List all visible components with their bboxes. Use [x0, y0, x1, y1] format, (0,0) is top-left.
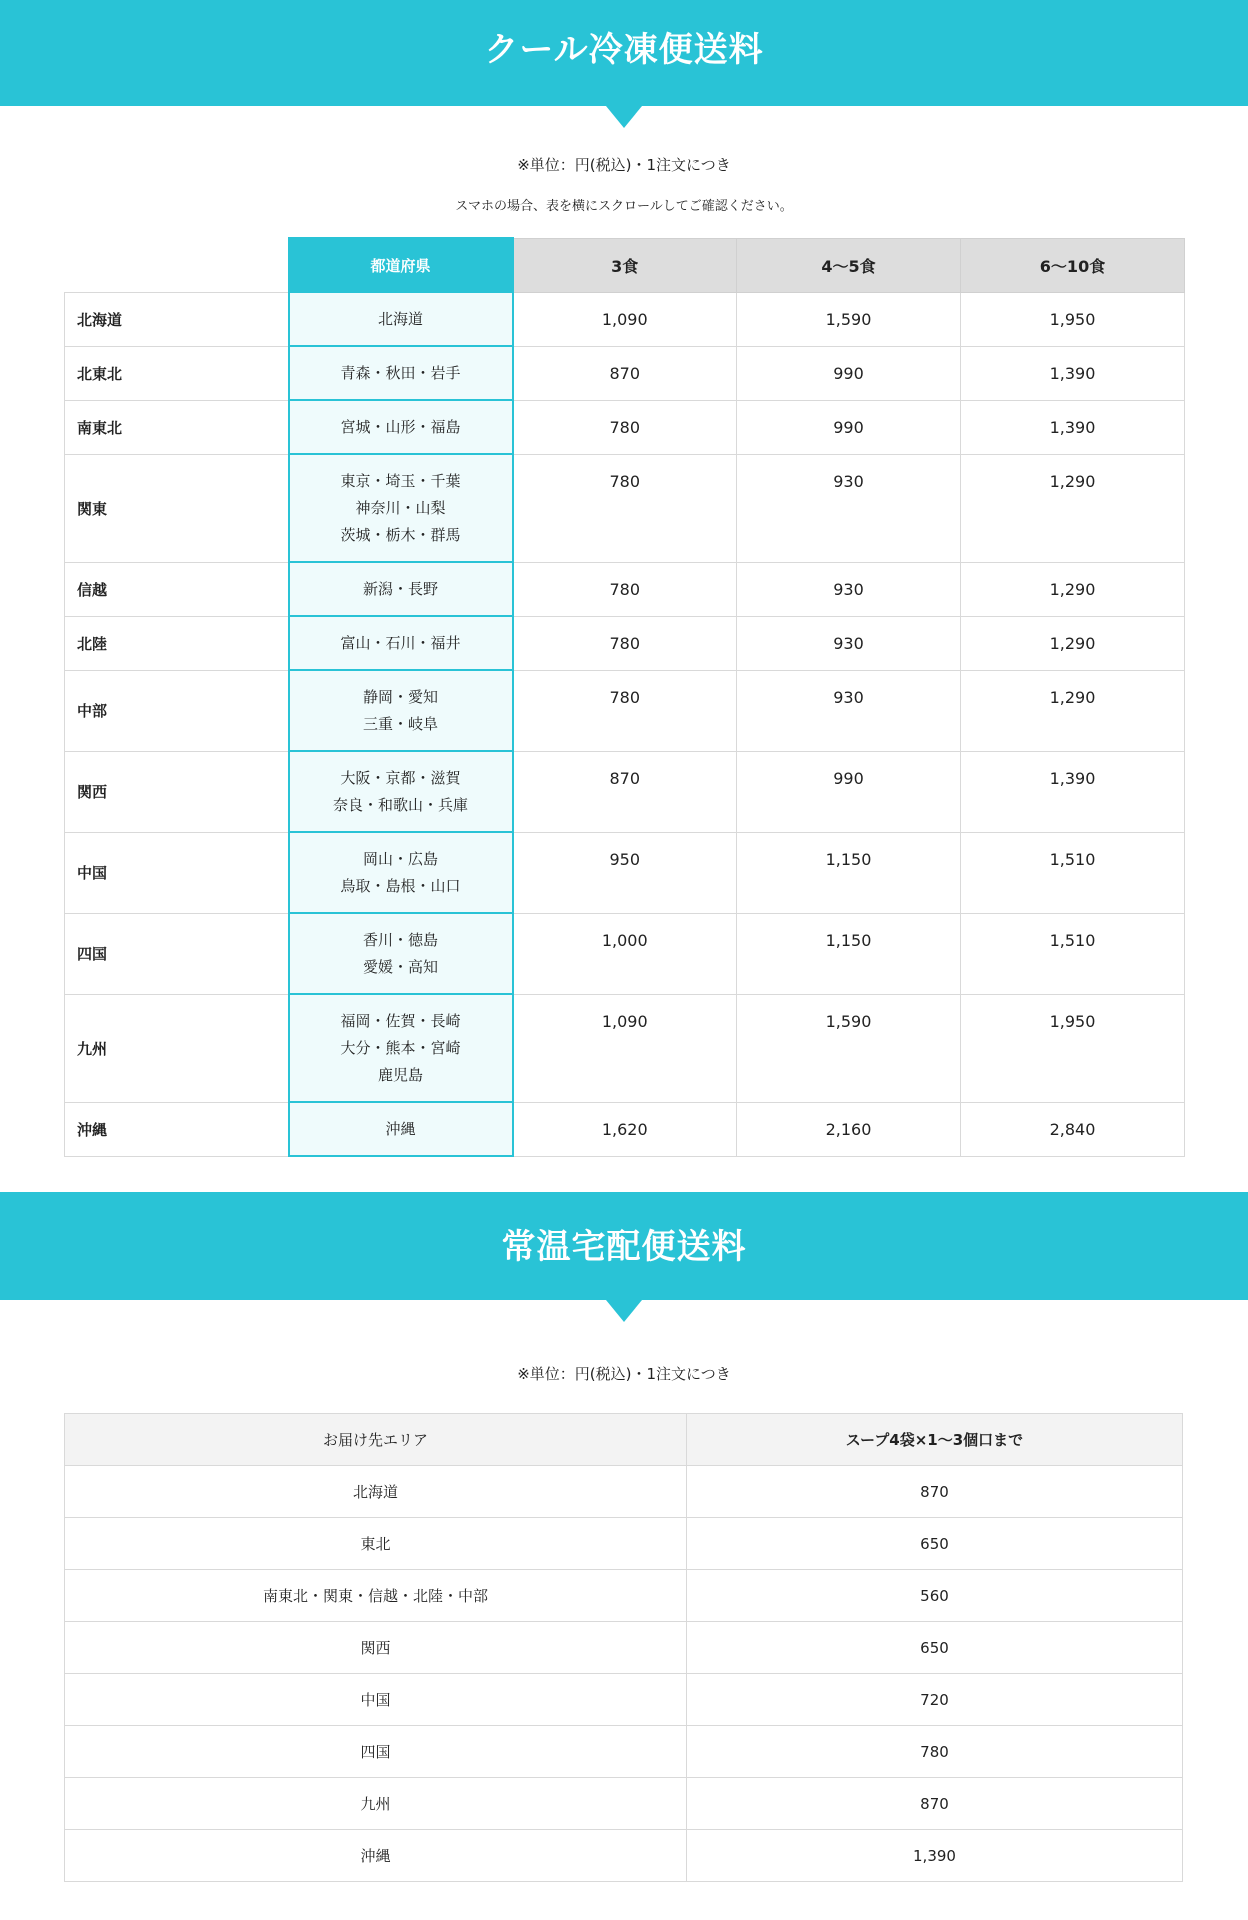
- prefecture-cell: [289, 562, 513, 616]
- prefecture-line: 大阪・京都・滋賀: [340, 768, 461, 787]
- region-name: 中部: [65, 670, 289, 751]
- price-cell: 1,000: [513, 913, 737, 994]
- normal-table-row: [65, 1674, 1183, 1726]
- price-cell: 1,590: [737, 994, 961, 1102]
- prefecture-line: 神奈川・山梨: [355, 498, 446, 517]
- price-cell: 1,390: [961, 346, 1185, 400]
- prefecture-line: 大分・熊本・宮崎: [340, 1038, 461, 1057]
- prefecture-cell: [289, 1102, 513, 1156]
- cool-table-row: [65, 1102, 1185, 1156]
- price-cell: 1,390: [961, 400, 1185, 454]
- price-cell: 930: [737, 454, 961, 562]
- price-cell: 1,390: [687, 1830, 1183, 1882]
- price-cell: 1,090: [513, 292, 737, 346]
- normal-header-price: スープ4袋×1〜3個口まで: [687, 1414, 1183, 1466]
- cool-header-prefecture: 都道府県: [289, 238, 513, 292]
- area-cell: 四国: [65, 1726, 687, 1778]
- price-cell: 1,290: [961, 670, 1185, 751]
- price-cell: 1,390: [961, 751, 1185, 832]
- region-name: 南東北: [65, 400, 289, 454]
- cool-table-row: [65, 292, 1185, 346]
- region-name: 北東北: [65, 346, 289, 400]
- price-cell: 1,510: [961, 913, 1185, 994]
- prefecture-line: 鹿児島: [377, 1065, 423, 1084]
- price-cell: 990: [737, 400, 961, 454]
- prefecture-cell: [289, 670, 513, 751]
- price-cell: 1,950: [961, 994, 1185, 1102]
- prefecture-line: 岡山・広島: [362, 849, 438, 868]
- cool-table-row: [65, 454, 1185, 562]
- cool-shipping-banner: [0, 0, 1248, 106]
- normal-table-row: [65, 1518, 1183, 1570]
- banner-arrow-icon: [606, 106, 642, 128]
- price-cell: 1,290: [961, 562, 1185, 616]
- price-cell: 780: [513, 562, 737, 616]
- region-name: 沖縄: [65, 1102, 289, 1156]
- cool-unit-note: ※単位：円(税込)・1注文につき: [517, 156, 731, 174]
- prefecture-cell: [289, 346, 513, 400]
- price-cell: 560: [687, 1570, 1183, 1622]
- price-cell: 780: [513, 400, 737, 454]
- price-cell: 2,840: [961, 1102, 1185, 1156]
- cool-shipping-title: クール冷凍便送料: [484, 30, 764, 70]
- price-cell: 780: [513, 616, 737, 670]
- price-cell: 1,510: [961, 832, 1185, 913]
- prefecture-line: 宮城・山形・福島: [340, 417, 461, 436]
- price-cell: 780: [513, 454, 737, 562]
- prefecture-line: 富山・石川・福井: [340, 633, 461, 652]
- prefecture-cell: [289, 751, 513, 832]
- prefecture-cell: [289, 292, 513, 346]
- price-cell: 720: [687, 1674, 1183, 1726]
- price-cell: 930: [737, 562, 961, 616]
- cool-header-empty: [65, 238, 289, 292]
- cool-table-row: [65, 562, 1185, 616]
- cool-table-row: [65, 400, 1185, 454]
- normal-table-row: [65, 1726, 1183, 1778]
- normal-table-row: [65, 1778, 1183, 1830]
- prefecture-line: 三重・岐阜: [362, 714, 438, 733]
- cool-scroll-note: スマホの場合、表を横にスクロールしてご確認ください。: [455, 199, 793, 214]
- cool-header-4-5: 4〜5食: [737, 238, 961, 292]
- price-cell: 1,290: [961, 454, 1185, 562]
- cool-table-row: [65, 994, 1185, 1102]
- region-name: 北海道: [65, 292, 289, 346]
- normal-shipping-table: [64, 1413, 1183, 1882]
- prefecture-cell: [289, 994, 513, 1102]
- price-cell: 990: [737, 346, 961, 400]
- price-cell: 1,150: [737, 832, 961, 913]
- price-cell: 870: [513, 346, 737, 400]
- cool-table-row: [65, 670, 1185, 751]
- prefecture-cell: [289, 913, 513, 994]
- prefecture-line: 香川・徳島: [362, 930, 438, 949]
- region-name: 関西: [65, 751, 289, 832]
- prefecture-cell: [289, 832, 513, 913]
- normal-table-row: [65, 1830, 1183, 1882]
- prefecture-line: 東京・埼玉・千葉: [340, 471, 461, 490]
- area-cell: 東北: [65, 1518, 687, 1570]
- region-name: 四国: [65, 913, 289, 994]
- prefecture-line: 新潟・長野: [362, 579, 438, 598]
- normal-shipping-title: 常温宅配便送料: [501, 1227, 747, 1267]
- cool-header-6-10: 6〜10食: [961, 238, 1185, 292]
- prefecture-line: 奈良・和歌山・兵庫: [332, 795, 468, 814]
- banner-arrow-icon: [606, 1300, 642, 1322]
- price-cell: 1,620: [513, 1102, 737, 1156]
- price-cell: 1,150: [737, 913, 961, 994]
- prefecture-line: 鳥取・島根・山口: [340, 876, 461, 895]
- area-cell: 関西: [65, 1622, 687, 1674]
- price-cell: 1,290: [961, 616, 1185, 670]
- area-cell: 南東北・関東・信越・北陸・中部: [65, 1570, 687, 1622]
- prefecture-cell: [289, 454, 513, 562]
- area-cell: 沖縄: [65, 1830, 687, 1882]
- region-name: 九州: [65, 994, 289, 1102]
- prefecture-cell: [289, 400, 513, 454]
- normal-table-row: [65, 1622, 1183, 1674]
- prefecture-line: 静岡・愛知: [362, 687, 438, 706]
- price-cell: 950: [513, 832, 737, 913]
- normal-unit-note: ※単位：円(税込)・1注文につき: [517, 1365, 731, 1383]
- price-cell: 870: [513, 751, 737, 832]
- normal-header-area: お届け先エリア: [65, 1414, 687, 1466]
- prefecture-line: 北海道: [377, 309, 423, 328]
- price-cell: 650: [687, 1622, 1183, 1674]
- prefecture-line: 愛媛・高知: [362, 957, 438, 976]
- price-cell: 990: [737, 751, 961, 832]
- region-name: 関東: [65, 454, 289, 562]
- cool-table-row: [65, 346, 1185, 400]
- price-cell: 870: [687, 1466, 1183, 1518]
- normal-table-row: [65, 1466, 1183, 1518]
- area-cell: 北海道: [65, 1466, 687, 1518]
- price-cell: 780: [687, 1726, 1183, 1778]
- region-name: 中国: [65, 832, 289, 913]
- prefecture-line: 福岡・佐賀・長崎: [340, 1011, 461, 1030]
- cool-table-header-row: [65, 238, 1185, 292]
- price-cell: 930: [737, 616, 961, 670]
- prefecture-cell: [289, 616, 513, 670]
- price-cell: 780: [513, 670, 737, 751]
- cool-table-row: [65, 616, 1185, 670]
- area-cell: 中国: [65, 1674, 687, 1726]
- price-cell: 650: [687, 1518, 1183, 1570]
- price-cell: 1,590: [737, 292, 961, 346]
- cool-table-row: [65, 913, 1185, 994]
- cool-table-row: [65, 751, 1185, 832]
- cool-shipping-table: [64, 237, 1185, 1157]
- price-cell: 870: [687, 1778, 1183, 1830]
- normal-table-header-row: [65, 1414, 1183, 1466]
- prefecture-line: 青森・秋田・岩手: [340, 363, 461, 382]
- price-cell: 1,950: [961, 292, 1185, 346]
- cool-table-row: [65, 832, 1185, 913]
- cool-header-3: 3食: [513, 238, 737, 292]
- price-cell: 2,160: [737, 1102, 961, 1156]
- area-cell: 九州: [65, 1778, 687, 1830]
- price-cell: 930: [737, 670, 961, 751]
- normal-shipping-banner: [0, 1192, 1248, 1300]
- prefecture-line: 沖縄: [385, 1119, 416, 1138]
- region-name: 信越: [65, 562, 289, 616]
- price-cell: 1,090: [513, 994, 737, 1102]
- region-name: 北陸: [65, 616, 289, 670]
- normal-table-row: [65, 1570, 1183, 1622]
- prefecture-line: 茨城・栃木・群馬: [340, 525, 461, 544]
